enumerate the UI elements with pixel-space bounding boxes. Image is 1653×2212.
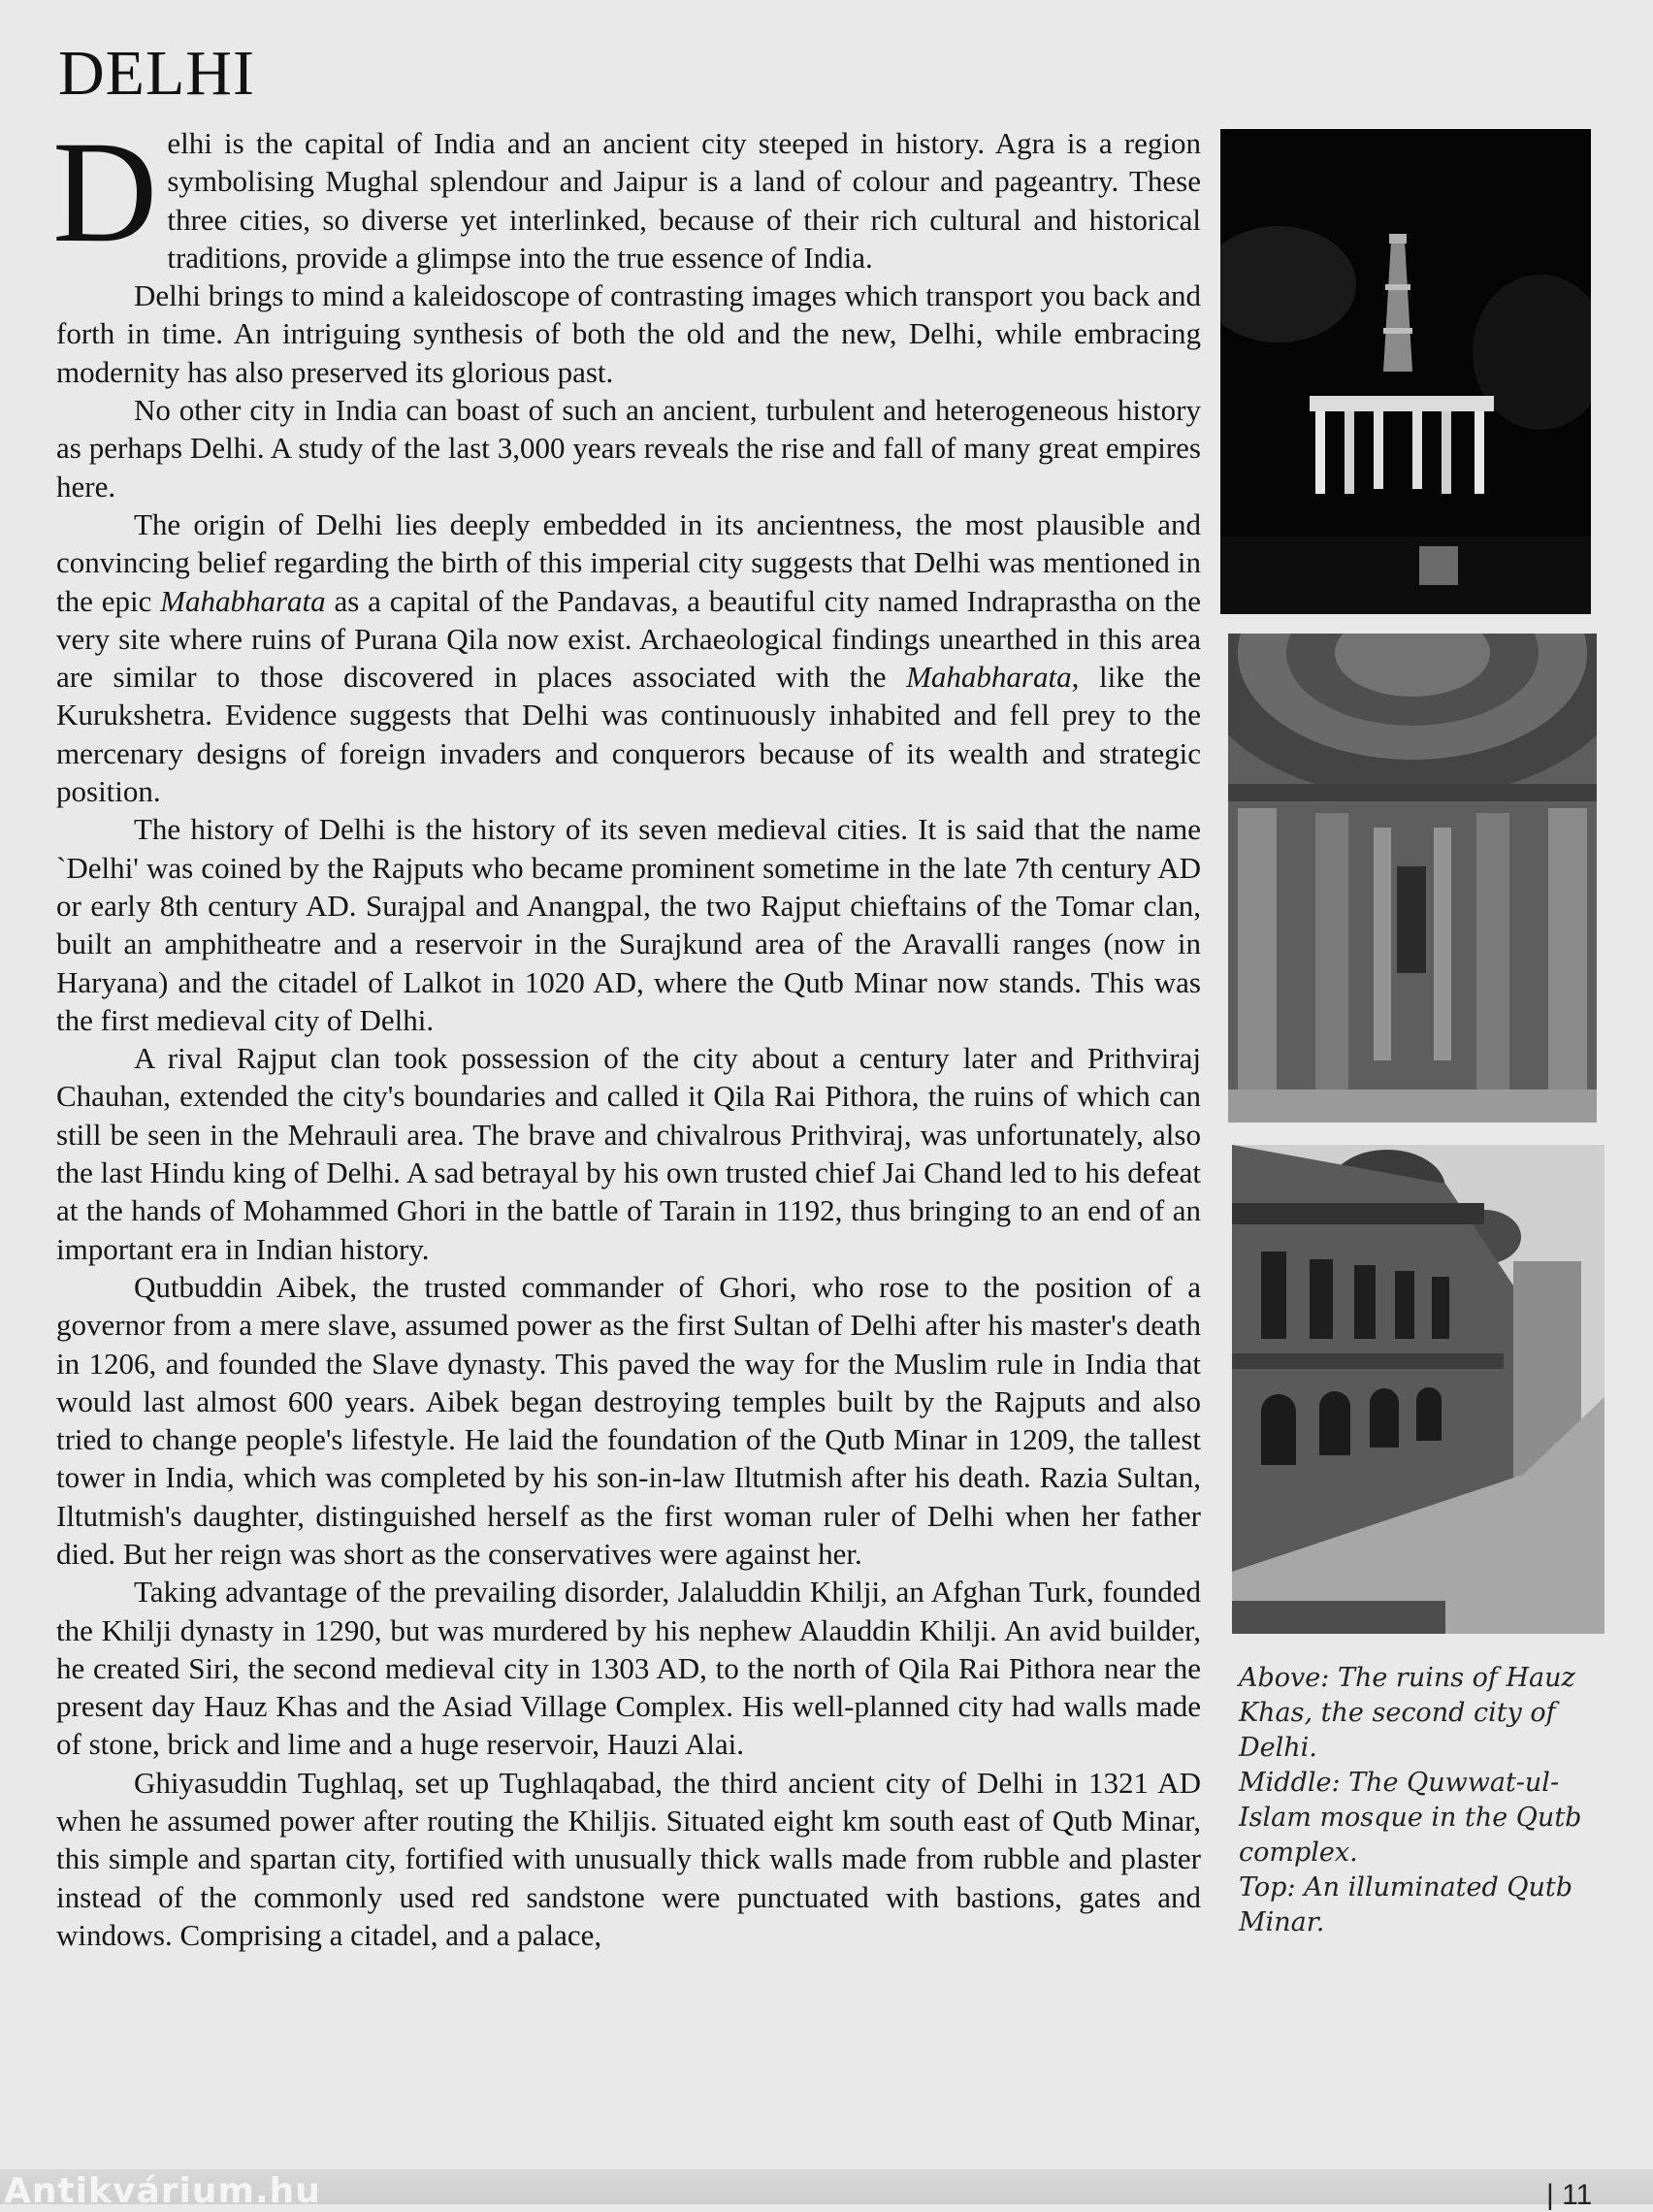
paragraph: Delhi is the capital of India and an ancient city steeped in history. Agra is a region symbolising Mughal splendour and Jaipur is a land of colour and pageantry. These three cities, so diverse yet interlinked, because of their rich cultural and historical traditions, provide a glimpse into the true essence of India.	[52, 112, 1201, 275]
article-body	[52, 112, 1201, 1954]
caption-middle: Middle: The Quwwat-ul-Islam mosque in the Qutb complex.	[1239, 1768, 1582, 1868]
page-title: DELHI	[58, 38, 255, 109]
italic-title: Mahabharata	[906, 660, 1072, 695]
caption-above: Above: The ruins of Hauz Khas, the second city of Delhi.	[1239, 1663, 1575, 1763]
page-number: | 11	[1546, 2179, 1593, 2211]
paragraph: The history of Delhi is the history of its seven medieval cities. It is said that the name `Delhi' was coined by the Rajputs who became prominent sometime in the late 7th century AD or early 8th century AD. Surajpal and Anangpal, the two Rajput chieftains of the Tomar clan, built an amphitheatre and a reservoir in the Surajkund area of the Aravalli ranges (now in Haryana) and the citadel of Lalkot in 1020 AD, where the Qutb Minar now stands. This was the first medieval city of Delhi.	[56, 812, 1201, 1037]
paragraph: The origin of Delhi lies deeply embedded in its ancientness, the most plausible and convincing belief regarding the birth of this imperial city suggests that Delhi was mentioned in the epic Mahabharata as a capital of the Pandavas, a beautiful city named Indraprastha on the very site where ruins of Purana Qila now exist. Archaeological findings unearthed in this area are similar to those discovered in places associated with the Mahabharata, like the Kurukshetra. Evidence suggests that Delhi was continuously inhabited and fell prey to the mercenary designs of foreign invaders and conquerors because of its wealth and strategic position.	[56, 506, 1201, 809]
paragraph: Taking advantage of the prevailing disorder, Jalaluddin Khilji, an Afghan Turk, founded the Khilji dynasty in 1290, but was murdered by his nephew Alauddin Khilji. An avid builder, he created Siri, the second medieval city in 1303 AD, to the north of Qila Rai Pithora near the present day Hauz Khas and the Asiad Village Complex. His well-planned city had walls made of stone, brick and lime and a huge reservoir, Hauzi Alai.	[56, 1575, 1201, 1762]
paragraph: Qutbuddin Aibek, the trusted commander of Ghori, who rose to the position of a governor from a mere slave, assumed power as the first Sultan of Delhi after his master's death in 1206, and founded the Slave dynasty. This paved the way for the Muslim rule in India that would last almost 600 years. Aibek began destroying temples built by the Rajputs and also tried to change people's lifestyle. He laid the foundation of the Qutb Minar in 1209, the tallest tower in India, which was completed by his son-in-law Iltutmish after his death. Razia Sultan, Iltutmish's daughter, distinguished herself as the first woman ruler of Delhi when her father died. But her reign was short as the conservatives were against her.	[56, 1269, 1201, 1571]
photo-caption	[1239, 1661, 1598, 1940]
paragraph: No other city in India can boast of such an ancient, turbulent and heterogeneous history as perhaps Delhi. A study of the last 3,000 years reveals the rise and fall of many great empires here.	[56, 393, 1201, 504]
hauz-khas-ruins-photo	[1232, 1145, 1604, 1634]
watermark: Antikvárium.hu	[4, 2171, 321, 2211]
paragraph: A rival Rajput clan took possession of the city about a century later and Prithviraj Chauhan, extended the city's boundaries and called it Qila Rai Pithora, the ruins of which can still be seen in the Mehrauli area. The brave and chivalrous Prithviraj, was unfortunately, also the last Hindu king of Delhi. A sad betrayal by his own trusted chief Jai Chand led to his defeat at the hands of Mohammed Ghori in the battle of Tarain in 1192, thus bringing to an end of an important era in Indian history.	[56, 1041, 1201, 1266]
caption-top: Top: An illuminated Qutb Minar.	[1239, 1872, 1572, 1937]
qutb-minar-night-photo	[1220, 129, 1591, 614]
quwwat-ul-islam-mosque-photo	[1228, 634, 1597, 1122]
paragraph: Delhi brings to mind a kaleidoscope of contrasting images which transport you back and forth in time. An intriguing synthesis of both the old and the new, Delhi, while embracing modernity has also preserved its glorious past.	[56, 278, 1201, 389]
drop-cap: D	[52, 112, 158, 273]
italic-title: Mahabharata	[160, 583, 326, 618]
paragraph: Ghiyasuddin Tughlaq, set up Tughlaqabad, the third ancient city of Delhi in 1321 AD when he assumed power after routing the Khiljis. Situated eight km south east of Qutb Minar, this simple and spartan city, fortified with unusually thick walls made from rubble and plaster instead of the commonly used red sandstone were punctuated with bastions, gates and windows. Comprising a citadel, and a palace,	[56, 1765, 1201, 1952]
